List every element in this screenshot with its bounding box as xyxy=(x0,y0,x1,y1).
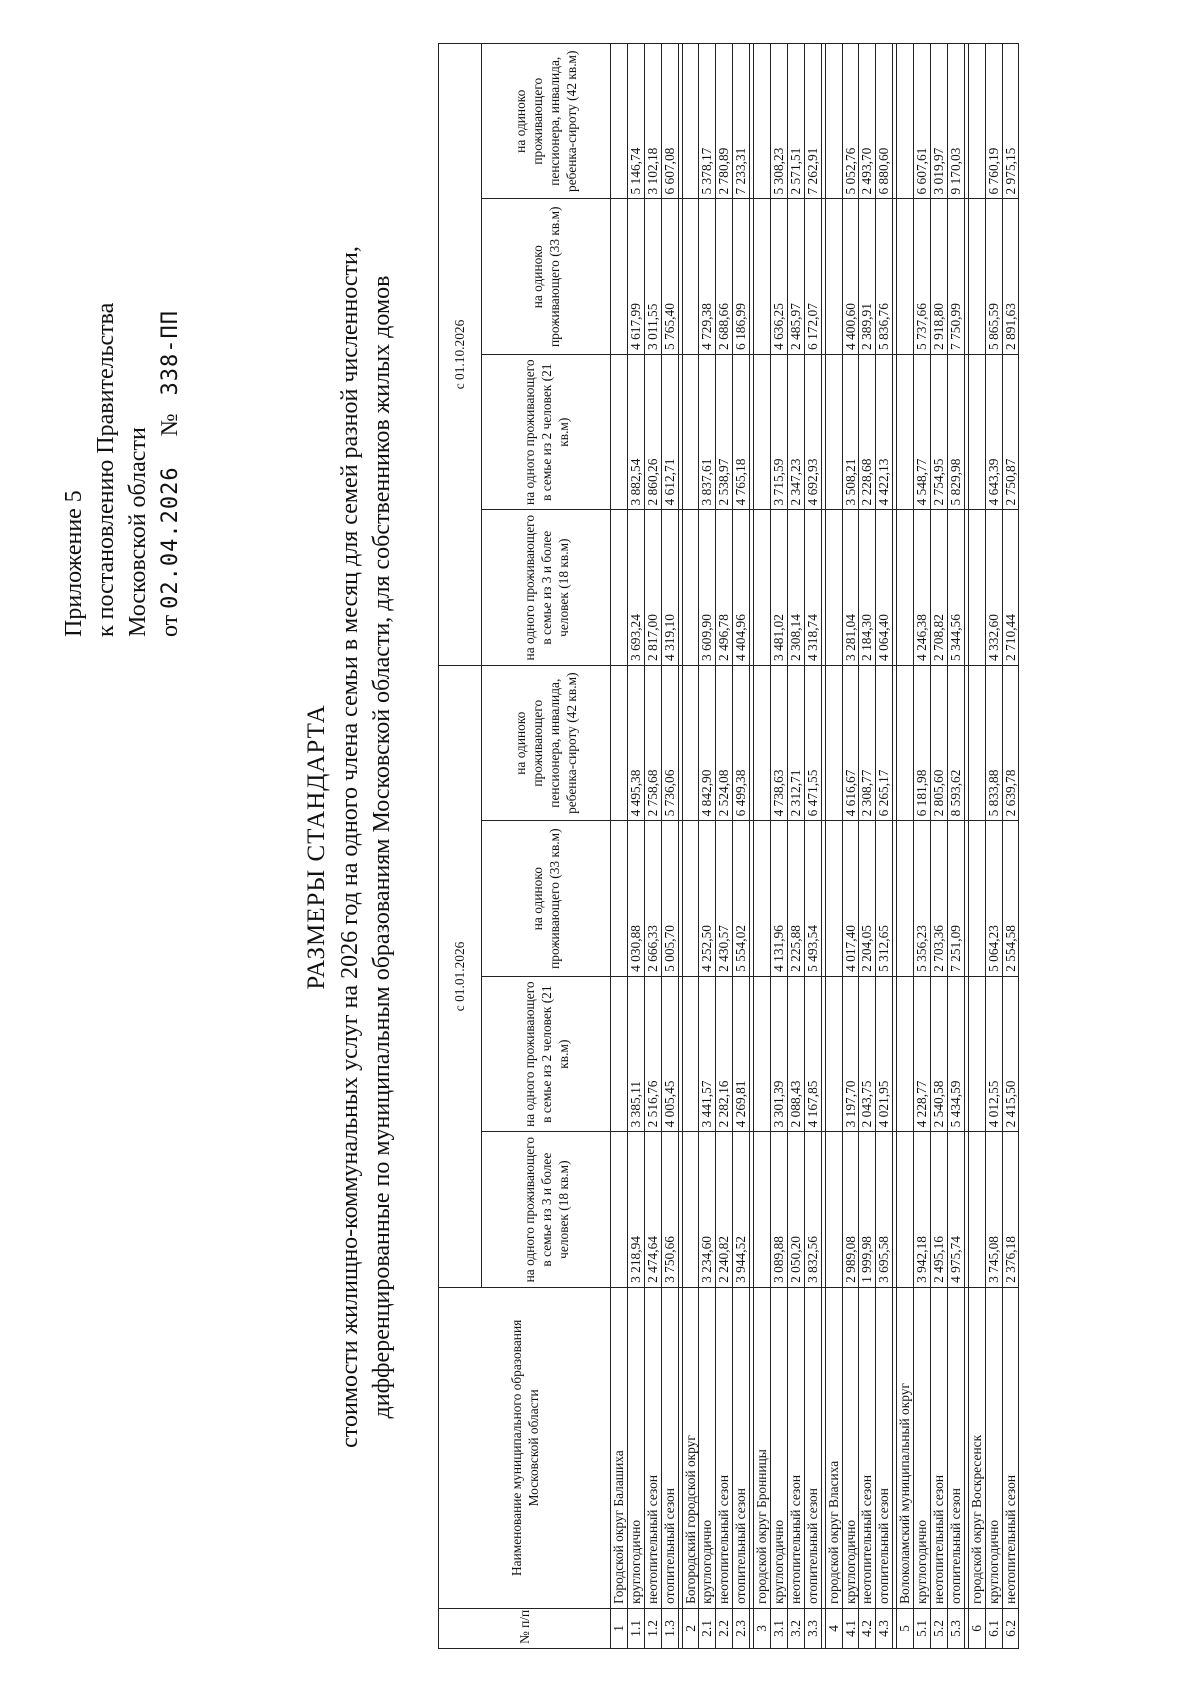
value-cell: 4 842,90 xyxy=(699,665,716,820)
value-cell: 2 088,43 xyxy=(787,976,804,1131)
empty-cell xyxy=(825,1132,842,1287)
empty-cell xyxy=(897,354,914,509)
value-cell: 6 880,60 xyxy=(876,44,893,199)
empty-cell xyxy=(825,199,842,354)
value-cell: 3 944,52 xyxy=(733,1132,750,1287)
table-row xyxy=(947,44,964,1649)
value-cell: 3 745,08 xyxy=(985,1132,1002,1287)
value-cell: 2 639,78 xyxy=(1002,665,1019,820)
value-cell: 5 836,76 xyxy=(876,199,893,354)
value-cell: 5 829,98 xyxy=(947,354,964,509)
subcol-header: на одиноко проживающего (33 кв.м) xyxy=(482,199,611,354)
value-cell: 2 430,57 xyxy=(716,821,733,976)
empty-cell xyxy=(968,976,985,1131)
table-row xyxy=(1002,44,1019,1649)
empty-cell xyxy=(682,1132,699,1287)
value-cell: 3 019,97 xyxy=(931,44,948,199)
value-cell: 4 729,38 xyxy=(699,199,716,354)
col-header-name: Наименование муниципального образования Московской области xyxy=(439,1287,611,1608)
value-cell: 2 184,30 xyxy=(859,510,876,665)
value-cell: 5 052,76 xyxy=(842,44,859,199)
value-cell: 2 703,36 xyxy=(931,821,948,976)
appendix-line-1: Приложение 5 xyxy=(61,490,87,637)
group-row xyxy=(611,44,628,1649)
value-cell: 2 758,68 xyxy=(644,665,661,820)
value-cell: 4 495,38 xyxy=(627,665,644,820)
group-row xyxy=(754,44,771,1649)
period-header-1: с 01.01.2026 xyxy=(439,665,482,1287)
group-number: 5 xyxy=(897,1608,914,1648)
value-cell: 4 617,99 xyxy=(627,199,644,354)
row-number: 4.3 xyxy=(876,1608,893,1648)
value-cell: 5 308,23 xyxy=(771,44,788,199)
value-cell: 3 089,88 xyxy=(771,1132,788,1287)
value-cell: 2 308,77 xyxy=(859,665,876,820)
subcol-header: на одного проживающего в семье из 3 и более человек (18 кв.м) xyxy=(482,510,611,665)
empty-cell xyxy=(754,199,771,354)
group-number: 1 xyxy=(611,1608,628,1648)
value-cell: 3 234,60 xyxy=(699,1132,716,1287)
row-name: неотопительный сезон xyxy=(1002,1287,1019,1608)
group-name: городской округ Воскресенск xyxy=(968,1287,985,1608)
value-cell: 3 281,04 xyxy=(842,510,859,665)
table-row xyxy=(787,44,804,1649)
value-cell: 6 265,17 xyxy=(876,665,893,820)
row-number: 6.2 xyxy=(1002,1608,1019,1648)
group-name: Волоколамский муниципальный округ xyxy=(897,1287,914,1608)
value-cell: 2 975,15 xyxy=(1002,44,1019,199)
appendix-line-3: Московской области xyxy=(125,427,151,637)
value-cell: 3 609,90 xyxy=(699,510,716,665)
row-name: неотопительный сезон xyxy=(859,1287,876,1608)
table-row xyxy=(859,44,876,1649)
value-cell: 4 692,93 xyxy=(804,354,821,509)
value-cell: 6 607,61 xyxy=(914,44,931,199)
value-cell: 4 017,40 xyxy=(842,821,859,976)
value-cell: 4 643,39 xyxy=(985,354,1002,509)
value-cell: 4 548,77 xyxy=(914,354,931,509)
appendix-block xyxy=(58,303,187,637)
value-cell: 2 228,68 xyxy=(859,354,876,509)
empty-cell xyxy=(897,510,914,665)
value-cell: 2 282,16 xyxy=(716,976,733,1131)
value-cell: 4 005,45 xyxy=(661,976,678,1131)
value-cell: 2 050,20 xyxy=(787,1132,804,1287)
value-cell: 3 693,24 xyxy=(627,510,644,665)
row-name: отопительный сезон xyxy=(947,1287,964,1608)
empty-cell xyxy=(611,976,628,1131)
value-cell: 2 750,87 xyxy=(1002,354,1019,509)
value-cell: 3 942,18 xyxy=(914,1132,931,1287)
value-cell: 5 356,23 xyxy=(914,821,931,976)
empty-cell xyxy=(754,354,771,509)
value-cell: 3 837,61 xyxy=(699,354,716,509)
appendix-line-2: к постановлению Правительства xyxy=(93,302,119,637)
value-cell: 6 186,99 xyxy=(733,199,750,354)
table-body xyxy=(611,44,1019,1649)
empty-cell xyxy=(611,665,628,820)
empty-cell xyxy=(897,665,914,820)
row-number: 3.2 xyxy=(787,1608,804,1648)
from-prefix: от xyxy=(157,614,183,637)
value-cell: 2 312,71 xyxy=(787,665,804,820)
empty-cell xyxy=(611,354,628,509)
empty-cell xyxy=(611,1132,628,1287)
row-number: 2.1 xyxy=(699,1608,716,1648)
value-cell: 6 607,08 xyxy=(661,44,678,199)
value-cell: 2 474,64 xyxy=(644,1132,661,1287)
value-cell: 4 252,50 xyxy=(699,821,716,976)
value-cell: 4 246,38 xyxy=(914,510,931,665)
value-cell: 6 499,38 xyxy=(733,665,750,820)
empty-cell xyxy=(968,199,985,354)
value-cell: 2 495,16 xyxy=(931,1132,948,1287)
value-cell: 5 064,23 xyxy=(985,821,1002,976)
value-cell: 4 765,18 xyxy=(733,354,750,509)
value-cell: 7 750,99 xyxy=(947,199,964,354)
empty-cell xyxy=(968,1132,985,1287)
subcol-header: на одиноко проживающего (33 кв.м) xyxy=(482,821,611,976)
heading-line-3: дифференцированные по муниципальным образованиям Московской области, для собственников жилых домов xyxy=(369,275,395,1419)
row-number: 5.1 xyxy=(914,1608,931,1648)
value-cell: 3 197,70 xyxy=(842,976,859,1131)
value-cell: 5 434,59 xyxy=(947,976,964,1131)
empty-cell xyxy=(611,199,628,354)
value-cell: 2 780,89 xyxy=(716,44,733,199)
group-row xyxy=(897,44,914,1649)
period-header-2: с 01.10.2026 xyxy=(439,44,482,666)
empty-cell xyxy=(611,510,628,665)
value-cell: 5 312,65 xyxy=(876,821,893,976)
row-number: 5.2 xyxy=(931,1608,948,1648)
empty-cell xyxy=(825,354,842,509)
value-cell: 3 882,54 xyxy=(627,354,644,509)
value-cell: 2 554,58 xyxy=(1002,821,1019,976)
value-cell: 5 737,66 xyxy=(914,199,931,354)
value-cell: 3 011,55 xyxy=(644,199,661,354)
table-row xyxy=(876,44,893,1649)
row-number: 3.1 xyxy=(771,1608,788,1648)
value-cell: 4 422,13 xyxy=(876,354,893,509)
table-row xyxy=(771,44,788,1649)
value-cell: 2 918,80 xyxy=(931,199,948,354)
table-row xyxy=(627,44,644,1649)
value-cell: 6 181,98 xyxy=(914,665,931,820)
row-name: неотопительный сезон xyxy=(716,1287,733,1608)
value-cell: 5 865,59 xyxy=(985,199,1002,354)
value-cell: 2 389,91 xyxy=(859,199,876,354)
value-cell: 4 616,67 xyxy=(842,665,859,820)
value-cell: 4 167,85 xyxy=(804,976,821,1131)
row-number: 1.2 xyxy=(644,1608,661,1648)
empty-cell xyxy=(825,821,842,976)
value-cell: 2 204,05 xyxy=(859,821,876,976)
group-number: 4 xyxy=(825,1608,842,1648)
document-heading xyxy=(300,27,398,1667)
value-cell: 3 481,02 xyxy=(771,510,788,665)
resolution-date: 02.04.2026 xyxy=(158,466,183,609)
empty-cell xyxy=(754,665,771,820)
empty-cell xyxy=(682,976,699,1131)
empty-cell xyxy=(825,976,842,1131)
row-name: круглогодично xyxy=(985,1287,1002,1608)
value-cell: 2 666,33 xyxy=(644,821,661,976)
value-cell: 2 415,50 xyxy=(1002,976,1019,1131)
value-cell: 2 524,08 xyxy=(716,665,733,820)
empty-cell xyxy=(897,1132,914,1287)
row-name: отопительный сезон xyxy=(661,1287,678,1608)
value-cell: 2 493,70 xyxy=(859,44,876,199)
value-cell: 3 385,11 xyxy=(627,976,644,1131)
group-row xyxy=(825,44,842,1649)
table-row xyxy=(931,44,948,1649)
empty-cell xyxy=(968,354,985,509)
row-name: круглогодично xyxy=(914,1287,931,1608)
value-cell: 2 496,78 xyxy=(716,510,733,665)
empty-cell xyxy=(754,44,771,199)
table-row xyxy=(699,44,716,1649)
empty-cell xyxy=(825,510,842,665)
empty-cell xyxy=(682,665,699,820)
value-cell: 4 021,95 xyxy=(876,976,893,1131)
empty-cell xyxy=(968,510,985,665)
value-cell: 4 404,96 xyxy=(733,510,750,665)
value-cell: 5 146,74 xyxy=(627,44,644,199)
empty-cell xyxy=(825,44,842,199)
value-cell: 2 989,08 xyxy=(842,1132,859,1287)
table-row xyxy=(716,44,733,1649)
value-cell: 3 441,57 xyxy=(699,976,716,1131)
empty-cell xyxy=(968,821,985,976)
row-name: круглогодично xyxy=(699,1287,716,1608)
row-name: неотопительный сезон xyxy=(644,1287,661,1608)
value-cell: 3 218,94 xyxy=(627,1132,644,1287)
empty-cell xyxy=(825,665,842,820)
empty-cell xyxy=(897,821,914,976)
value-cell: 6 471,55 xyxy=(804,665,821,820)
value-cell: 3 508,21 xyxy=(842,354,859,509)
value-cell: 2 817,00 xyxy=(644,510,661,665)
value-cell: 2 688,66 xyxy=(716,199,733,354)
value-cell: 4 228,77 xyxy=(914,976,931,1131)
value-cell: 5 493,54 xyxy=(804,821,821,976)
row-number: 2.2 xyxy=(716,1608,733,1648)
empty-cell xyxy=(754,821,771,976)
row-number: 3.3 xyxy=(804,1608,821,1648)
value-cell: 5 833,88 xyxy=(985,665,1002,820)
table-row xyxy=(914,44,931,1649)
value-cell: 3 301,39 xyxy=(771,976,788,1131)
value-cell: 4 636,25 xyxy=(771,199,788,354)
value-cell: 3 695,58 xyxy=(876,1132,893,1287)
empty-cell xyxy=(754,510,771,665)
value-cell: 4 318,74 xyxy=(804,510,821,665)
value-cell: 2 708,82 xyxy=(931,510,948,665)
subcol-header: на одиноко проживающего пенсионера, инвалида, ребенка-сироту (42 кв.м) xyxy=(482,44,611,199)
value-cell: 4 319,10 xyxy=(661,510,678,665)
value-cell: 2 485,97 xyxy=(787,199,804,354)
group-number: 6 xyxy=(968,1608,985,1648)
value-cell: 2 225,88 xyxy=(787,821,804,976)
value-cell: 4 030,88 xyxy=(627,821,644,976)
value-cell: 6 760,19 xyxy=(985,44,1002,199)
row-name: отопительный сезон xyxy=(876,1287,893,1608)
value-cell: 2 540,58 xyxy=(931,976,948,1131)
value-cell: 4 738,63 xyxy=(771,665,788,820)
col-header-no: № п/п xyxy=(439,1608,611,1648)
row-number: 4.2 xyxy=(859,1608,876,1648)
value-cell: 6 172,07 xyxy=(804,199,821,354)
value-cell: 3 715,59 xyxy=(771,354,788,509)
value-cell: 4 012,55 xyxy=(985,976,1002,1131)
row-name: круглогодично xyxy=(627,1287,644,1608)
empty-cell xyxy=(682,354,699,509)
group-row xyxy=(682,44,699,1649)
value-cell: 2 376,18 xyxy=(1002,1132,1019,1287)
row-name: отопительный сезон xyxy=(733,1287,750,1608)
value-cell: 2 805,60 xyxy=(931,665,948,820)
heading-line-2: стоимости жилищно-коммунальных услуг на 2026 год на одного члена семьи в месяц для семей разной численности, xyxy=(337,246,363,1448)
empty-cell xyxy=(682,199,699,354)
table-row xyxy=(804,44,821,1649)
value-cell: 3 750,66 xyxy=(661,1132,678,1287)
group-name: Городской округ Балашиха xyxy=(611,1287,628,1608)
table-row xyxy=(985,44,1002,1649)
value-cell: 2 754,95 xyxy=(931,354,948,509)
value-cell: 2 043,75 xyxy=(859,976,876,1131)
value-cell: 5 554,02 xyxy=(733,821,750,976)
value-cell: 9 170,03 xyxy=(947,44,964,199)
value-cell: 3 102,18 xyxy=(644,44,661,199)
empty-cell xyxy=(968,44,985,199)
number-block xyxy=(157,310,183,436)
row-name: круглогодично xyxy=(842,1287,859,1608)
empty-cell xyxy=(611,44,628,199)
value-cell: 3 832,56 xyxy=(804,1132,821,1287)
value-cell: 2 308,14 xyxy=(787,510,804,665)
row-number: 6.1 xyxy=(985,1608,1002,1648)
value-cell: 2 347,23 xyxy=(787,354,804,509)
group-number: 3 xyxy=(754,1608,771,1648)
value-cell: 7 262,91 xyxy=(804,44,821,199)
appendix-date-line xyxy=(154,303,187,637)
table-row xyxy=(644,44,661,1649)
value-cell: 4 064,40 xyxy=(876,510,893,665)
group-name: Богородский городской округ xyxy=(682,1287,699,1608)
row-name: круглогодично xyxy=(771,1287,788,1608)
value-cell: 5 005,70 xyxy=(661,821,678,976)
subcol-header: на одиноко проживающего пенсионера, инвалида, ребенка-сироту (42 кв.м) xyxy=(482,665,611,820)
value-cell: 1 999,98 xyxy=(859,1132,876,1287)
value-cell: 4 975,74 xyxy=(947,1132,964,1287)
group-row xyxy=(968,44,985,1649)
resolution-number: 338-ПП xyxy=(158,309,183,396)
standard-table xyxy=(438,43,1019,1649)
value-cell: 4 332,60 xyxy=(985,510,1002,665)
value-cell: 2 516,76 xyxy=(644,976,661,1131)
value-cell: 4 269,81 xyxy=(733,976,750,1131)
value-cell: 2 860,26 xyxy=(644,354,661,509)
table-row xyxy=(661,44,678,1649)
value-cell: 4 612,71 xyxy=(661,354,678,509)
table-row xyxy=(842,44,859,1649)
row-name: неотопительный сезон xyxy=(931,1287,948,1608)
value-cell: 2 571,51 xyxy=(787,44,804,199)
value-cell: 5 378,17 xyxy=(699,44,716,199)
row-name: неотопительный сезон xyxy=(787,1287,804,1608)
value-cell: 5 736,06 xyxy=(661,665,678,820)
group-number: 2 xyxy=(682,1608,699,1648)
row-number: 1.1 xyxy=(627,1608,644,1648)
empty-cell xyxy=(611,821,628,976)
value-cell: 5 344,56 xyxy=(947,510,964,665)
empty-cell xyxy=(682,510,699,665)
empty-cell xyxy=(897,976,914,1131)
value-cell: 4 400,60 xyxy=(842,199,859,354)
row-number: 5.3 xyxy=(947,1608,964,1648)
heading-title: РАЗМЕРЫ СТАНДАРТА xyxy=(303,704,330,990)
value-cell: 2 891,63 xyxy=(1002,199,1019,354)
value-cell: 4 131,96 xyxy=(771,821,788,976)
group-name: городской округ Власиха xyxy=(825,1287,842,1608)
value-cell: 2 710,44 xyxy=(1002,510,1019,665)
subcol-header: на одного проживающего в семье из 3 и более человек (18 кв.м) xyxy=(482,1132,611,1287)
value-cell: 5 765,40 xyxy=(661,199,678,354)
group-name: городской округ Бронницы xyxy=(754,1287,771,1608)
row-number: 2.3 xyxy=(733,1608,750,1648)
table-row xyxy=(733,44,750,1649)
empty-cell xyxy=(682,821,699,976)
value-cell: 7 251,09 xyxy=(947,821,964,976)
subcol-header: на одного проживающего в семье из 2 человек (21 кв.м) xyxy=(482,976,611,1131)
value-cell: 8 593,62 xyxy=(947,665,964,820)
value-cell: 7 233,31 xyxy=(733,44,750,199)
value-cell: 2 538,97 xyxy=(716,354,733,509)
empty-cell xyxy=(897,44,914,199)
value-cell: 2 240,82 xyxy=(716,1132,733,1287)
row-number: 4.1 xyxy=(842,1608,859,1648)
row-number: 1.3 xyxy=(661,1608,678,1648)
empty-cell xyxy=(897,199,914,354)
empty-cell xyxy=(968,665,985,820)
number-prefix: № xyxy=(157,413,183,437)
empty-cell xyxy=(754,976,771,1131)
empty-cell xyxy=(754,1132,771,1287)
subcol-header: на одного проживающего в семье из 2 человек (21 кв.м) xyxy=(482,354,611,509)
row-name: отопительный сезон xyxy=(804,1287,821,1608)
empty-cell xyxy=(682,44,699,199)
